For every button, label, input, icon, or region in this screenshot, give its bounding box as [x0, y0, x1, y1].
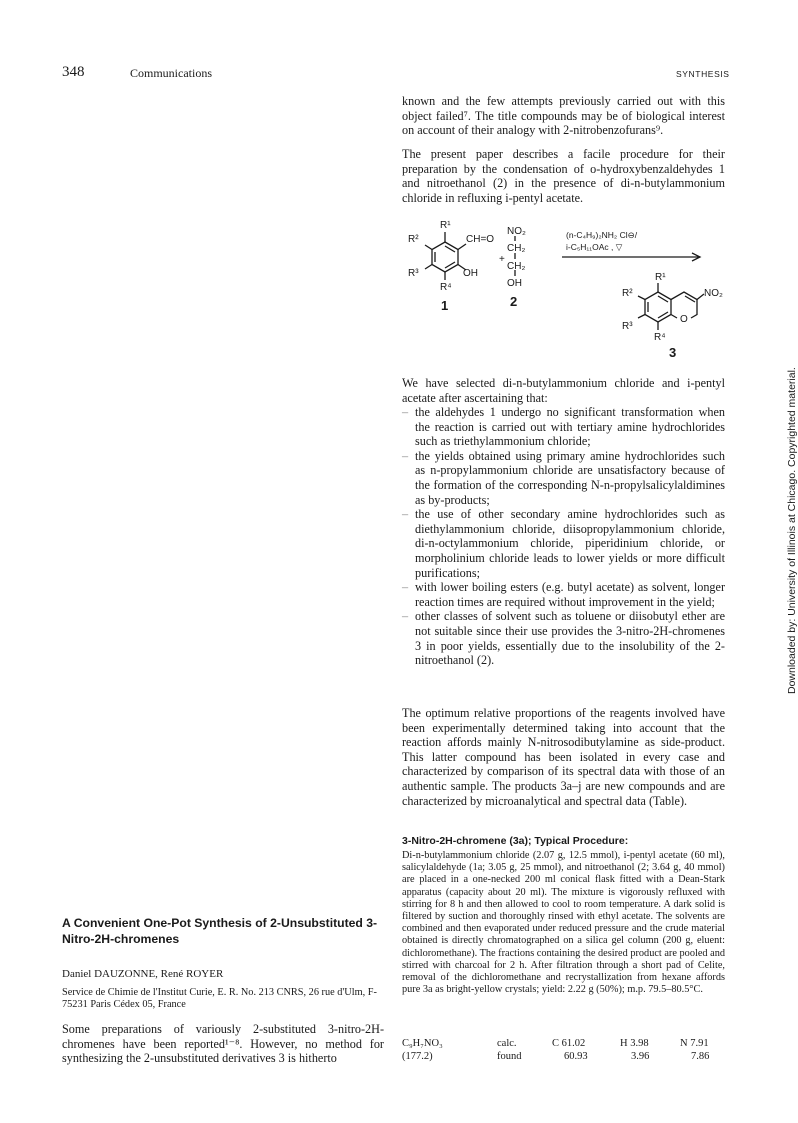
- paragraph-procedure-intro: The present paper describes a facile procedure for their preparation by the condensation of o-hydroxybenzaldehydes 1 and nitroethanol (2) in the presence of di-n-butylammonium chloride in refluxing i-pentyl acetate.: [402, 147, 725, 205]
- reagent-condition-2: i-C₅H₁₁OAc , ▽: [566, 242, 623, 252]
- nitro-group-reagent: NO₂: [507, 226, 526, 237]
- article-title: A Convenient One-Pot Synthesis of 2-Unsubstituted 3-Nitro-2H-chromenes: [62, 916, 378, 946]
- page-number: 348: [62, 64, 85, 80]
- analysis-calc-label: calc.: [497, 1038, 517, 1049]
- aldehyde-group: CH=O: [466, 234, 495, 245]
- reagent-condition-1: (n-C₄H₉)₂NH₂ Cl⊖/: [566, 230, 638, 240]
- analysis-h-found: 3.96: [631, 1051, 650, 1062]
- r2-label-reactant: R²: [408, 234, 419, 245]
- compound-label-3: 3: [669, 345, 677, 360]
- elemental-analysis: [402, 1037, 725, 1063]
- analysis-h-calc: H 3.98: [620, 1038, 649, 1049]
- analysis-n-found: 7.86: [691, 1051, 710, 1062]
- analysis-found-label: found: [497, 1051, 522, 1062]
- r4-label-reactant: R⁴: [440, 282, 452, 293]
- section-title: Communications: [130, 66, 212, 80]
- methylene-1: CH₂: [507, 243, 526, 254]
- compound-label-1: 1: [441, 298, 449, 313]
- procedure-title: 3-Nitro-2H-chromene (3a); Typical Procedure:: [402, 835, 629, 847]
- analysis-n-calc: N 7.91: [680, 1038, 709, 1049]
- reaction-scheme: [400, 212, 730, 377]
- article-authors: Daniel DAUZONNE, René ROYER: [62, 968, 224, 980]
- intro-paragraph: Some preparations of variously 2-substituted 3-nitro-2H-chromenes have been reported¹⁻⁸. However, no method for synthesizing the 2-unsubstituted derivatives 3 is hitherto: [62, 1022, 384, 1066]
- affiliation: Service de Chimie de l'Institut Curie, E. R. No. 213 CNRS, 26 rue d'Ulm, F-75231 Paris Cédex 05, France: [62, 987, 377, 1011]
- analysis-formula: C₉H₇NO₃: [402, 1038, 443, 1049]
- procedure-text: Di-n-butylammonium chloride (2.07 g, 12.5 mmol), i-pentyl acetate (60 ml), salicylaldehyde (1a; 3.05 g, 25 mmol), and nitroethanol (2; 3.64 g, 40 mmol) are placed in a one-necked 200 ml conical flask fitted with a Dean-Stark apparatus (capacity about 20 ml). The mixture is vigorously refluxed with stirring for 8 h and then allowed to cool to room temperature. A dark solid is filtered by suction and thoroughly rinsed with ethyl acetate. The solvents are combined and then evaporated under reduced pressure and the crude material obtained is directly chromatographed on a silica gel column (200 g, eluent: dichloromethane). The fractions containing the desired product are pooled and stirred with charcoal for 2 h. After filtration through a short pad of Celite, removal of the dichloromethane and recrystallization from hexane affords pure 3a as bright-yellow crystals; yield: 2.22 g (50%); m.p. 79.5–80.5°C.: [402, 850, 725, 996]
- paragraph-optimum: The optimum relative proportions of the reagents involved have been experimentally determined taking into account that the reaction affords mainly N-nitrosodibutylamine as side-product. This latter compound has been isolated in every case and characterized by comparison of its spectral data with those of an authentic sample. The products 3a–j are new compounds and are characterized by microanalytical and spectral data (Table).: [402, 706, 725, 808]
- methylene-2: CH₂: [507, 261, 526, 272]
- compound-label-2: 2: [510, 294, 518, 309]
- r1-label-reactant: R¹: [440, 220, 451, 231]
- r3-label-product: R³: [622, 321, 633, 332]
- paragraph-continuation: known and the few attempts previously carried out with this object failed⁷. The title compounds may be of biological interest on account of their analogy with 2-nitrobenzofurans⁹.: [402, 94, 725, 138]
- r1-label-product: R¹: [655, 272, 666, 283]
- list-item: – the yields obtained using primary amine hydrochlorides such as n-propylammonium chloride are unsatisfactory because of the formation of the corresponding N-n-propylsalicylaldimines as by-products;: [402, 449, 725, 507]
- analysis-c-calc: C 61.02: [552, 1038, 586, 1049]
- analysis-mw: (177.2): [402, 1051, 433, 1062]
- list-item: – the aldehydes 1 undergo no significant transformation when the reaction is carried out with tertiary amine hydrochlorides such as triethylammonium chloride;: [402, 405, 725, 449]
- list-item: – with lower boiling esters (e.g. butyl acetate) as solvent, longer reaction times are required without improvement in the yield;: [402, 580, 725, 609]
- r4-label-product: R⁴: [654, 332, 666, 343]
- download-watermark: Downloaded by: University of Illinois at Chicago. Copyrighted material.: [786, 367, 798, 694]
- plus-sign: +: [499, 254, 505, 265]
- r2-label-product: R²: [622, 288, 633, 299]
- list-item: – the use of other secondary amine hydrochlorides such as diethylammonium chloride, diisopropylammonium chloride, di-n-octylammonium chloride, piperidinium chloride, or morpholinium chloride leads to lower yields or more difficult purifications;: [402, 507, 725, 580]
- nitro-group-product: NO₂: [704, 288, 723, 299]
- journal-name: SYNTHESIS: [676, 69, 730, 79]
- ring-oxygen: O: [680, 314, 688, 325]
- paragraph-selection: We have selected di-n-butylammonium chloride and i-pentyl acetate after ascertaining that:: [402, 376, 725, 405]
- analysis-c-found: 60.93: [564, 1051, 588, 1062]
- hydroxy-group: OH: [463, 268, 478, 279]
- r3-label-reactant: R³: [408, 268, 419, 279]
- hydroxy-group-2: OH: [507, 278, 522, 289]
- conditions-list: [402, 405, 725, 668]
- list-item: – other classes of solvent such as toluene or diisobutyl ether are not suitable since their use provides the 3-nitro-2H-chromenes 3 in poor yields, essentially due to the insolubility of the 2-nitroethanol (2).: [402, 609, 725, 667]
